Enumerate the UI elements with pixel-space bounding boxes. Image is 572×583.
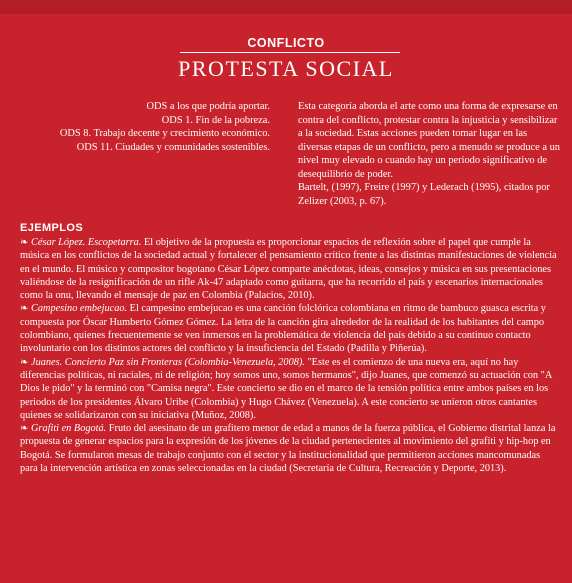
- leaf-icon: ❧: [20, 356, 29, 368]
- page-title: PROTESTA SOCIAL: [178, 56, 394, 81]
- example-title: Campesino embejucao.: [31, 303, 128, 315]
- description-text: Esta categoría aborda el arte como una forma de expresarse en contra del conflicto, protestar contra la injusticia y sensibilizar a la sociedad. Estas acciones pueden tomar lugar en las diversas etapas de un conflicto, pero a menudo se produce a un nivel muy elevado o cuando hay un periodo significativo de desequilibrio de poder.: [298, 101, 560, 180]
- example-text: El objetivo de la propuesta es proporcionar espacios de reflexión sobre el papel que cumple la música en los conflictos de la sociedad actual y fortalecer el pensamiento crítico frente a las distintas manifestaciones de violencia en el mundo. El músico y compositor bogotano César López comparte anécdotas, ideas, consejos y música en sus presentaciones valiéndose de la resignificación de un rifle Ak-47 adaptado como guitarra, que ha recorrido el país y escenarios internacionales como la onu, llevando el mensaje de paz en Colombia (Palacios, 2010).: [20, 237, 557, 302]
- example-title: Grafiti en Bogotá.: [31, 423, 107, 435]
- leaf-icon: ❧: [20, 237, 29, 248]
- ods-item: ODS 11. Ciudades y comunidades sostenibles.: [76, 141, 270, 153]
- ods-list: [20, 100, 270, 154]
- examples-heading: EJEMPLOS: [20, 222, 84, 234]
- title-divider: [180, 52, 400, 53]
- category-description: [298, 100, 560, 208]
- example-item: [20, 236, 558, 302]
- example-item: [20, 422, 558, 475]
- example-item: [20, 356, 558, 422]
- example-title: Juanes. Concierto Paz sin Fronteras (Colombia-Venezuela, 2008).: [31, 356, 305, 368]
- top-strip: [0, 0, 572, 14]
- example-title: César López. Escopetarra.: [31, 237, 142, 248]
- example-text: Fruto del asesinato de un grafitero menor de edad a manos de la fuerza pública, el Gobierno distrital lanza la propuesta de generar espacios para la expresión de los jóvenes de la ciudad pertenecientes al movimiento del grafiti y hip-hop en Bogotá. Se formularon mesas de trabajo conjunto con el sector y la institucionalidad que permitieron acciones mancomunadas para la intervención artística en zonas seleccionadas en la ciudad (Secretaría de Cultura, Recreación y Deporte, 2013).: [20, 423, 556, 475]
- leaf-icon: ❧: [20, 423, 29, 435]
- examples-list: [20, 236, 558, 475]
- leaf-icon: ❧: [20, 303, 29, 315]
- example-item: [20, 302, 558, 355]
- description-citation: Bartelt, (1997), Freire (1997) y Lederach (1995), citados por Zelizer (2003, p. 67).: [298, 182, 550, 207]
- ods-intro: ODS a los que podría aportar.: [146, 101, 270, 112]
- example-text: El campesino embejucao es una canción folclórica colombiana en ritmo de bambuco guasca escrita y compuesta por Óscar Humberto Gómez Gómez. La letra de la canción gira alrededor de la realidad de los habitantes del campo colombiano, quienes frecuentemente se ven inmersos en la problemática de violencia del país debido a su continuo contacto involuntario con los distintos actores del conflicto y la insuficiencia del Estado (Padilla y Piñerúa).: [20, 303, 546, 355]
- ods-item: ODS 1. Fin de la pobreza.: [161, 114, 270, 126]
- ods-item: ODS 8. Trabajo decente y crecimiento económico.: [59, 128, 270, 139]
- example-text: "Este es el comienzo de una nueva era, aquí no hay diferencias políticas, ni raciales, ni de religión; hoy somos uno, somos hermanos", dijo Juanes, que comenzó su actuación con "A Dios le pido" y la terminó con "Camisa negra". Este concierto se dio en el marco de la tensión política entre ambos países en los periodos de los presidentes Álvaro Uribe (Colombia) y Hugo Chávez (Venezuela). A este concierto se unieron otros cantantes quienes se solidarizaron con su iniciativa (Muñoz, 2008).: [20, 356, 552, 421]
- section-kicker: CONFLICTO: [247, 36, 325, 50]
